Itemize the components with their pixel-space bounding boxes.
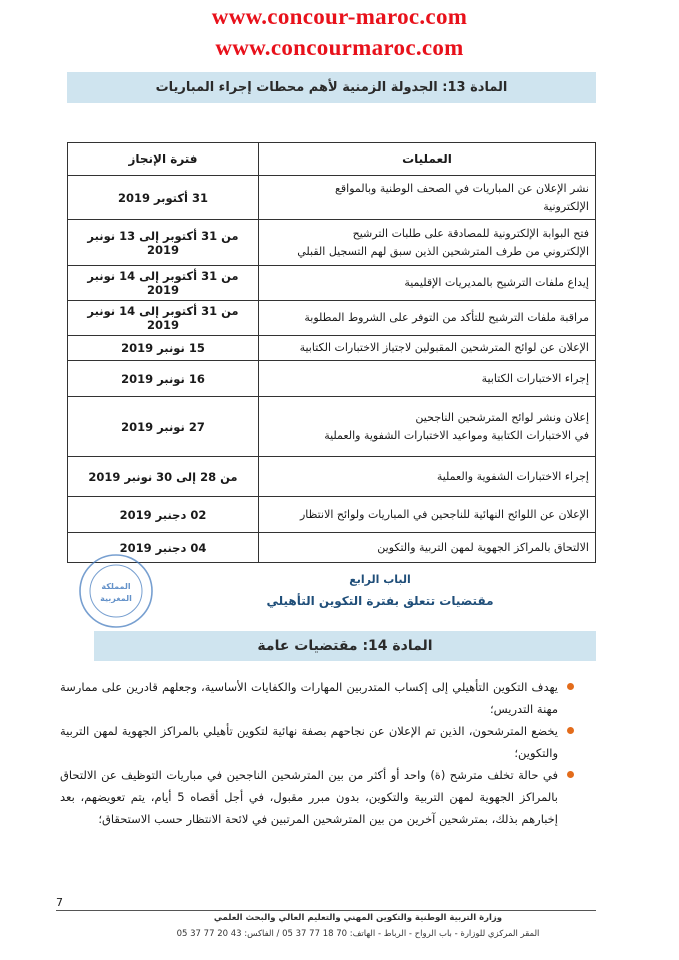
operation-line: إعلان ونشر لوائح المترشحين الناجحين [415, 410, 589, 424]
chapter-subtitle: مقتضيات تتعلق بفترة التكوين التأهيلي [266, 594, 494, 608]
chapter-title: الباب الرابع [349, 573, 411, 586]
table-row [68, 176, 596, 220]
table-row [68, 457, 596, 497]
bullet-text: يهدف التكوين التأهيلي إلى إكساب المتدربين المهارات والكفايات الأساسية، وجعلهم قادرين على ممارسة مهنة التدريس؛ [60, 680, 558, 716]
footer-divider [56, 910, 596, 911]
table-row [68, 266, 596, 301]
article-14-bullets [60, 676, 574, 830]
header-operations: العمليات [259, 143, 596, 176]
bullet-icon [567, 771, 574, 778]
operation-line: الإلكتروني من طرف المترشحين الذين سبق لهم التسجيل القبلي [297, 244, 589, 258]
operation-cell [259, 397, 596, 457]
period-cell: من 31 أكتوبر إلى 14 نونبر 2019 [68, 301, 259, 336]
operation-line: الإعلان عن لوائح المترشحين المقبولين لاجتياز الاختبارات الكتابية [299, 341, 589, 354]
article-14-title: المادة 14: مقتضيات عامة [94, 631, 596, 661]
operation-cell [259, 176, 596, 220]
operation-line: الإعلان عن اللوائح النهائية للناجحين في المباريات ولوائح الانتظار [300, 507, 589, 521]
list-item [60, 720, 574, 764]
bullet-icon [567, 727, 574, 734]
ministry-stamp [78, 553, 154, 629]
operation-line: إجراء الاختبارات الشفوية والعملية [436, 469, 589, 483]
operation-cell [259, 457, 596, 497]
operation-line: إجراء الاختبارات الكتابية [481, 371, 589, 385]
operation-line: في الاختبارات الكتابية ومواعيد الاختبارات الشفوية والعملية [324, 428, 589, 442]
table-row [68, 301, 596, 336]
operation-cell [259, 497, 596, 533]
operation-cell [259, 336, 596, 361]
period-cell: 31 أكتوبر 2019 [68, 176, 259, 220]
operation-line: إيداع ملفات الترشيح بالمديريات الإقليمية [404, 276, 589, 289]
table-row [68, 397, 596, 457]
operation-cell [259, 220, 596, 266]
watermark-line-1[interactable]: www.concour-maroc.com [211, 4, 468, 29]
period-cell: 15 نونبر 2019 [68, 336, 259, 361]
operation-line: الإلكترونية [543, 199, 589, 213]
table-row [68, 336, 596, 361]
operation-cell [259, 533, 596, 563]
list-item [60, 764, 574, 830]
table-row [68, 220, 596, 266]
article-13-title: المادة 13: الجدولة الزمنية لأهم محطات إجراء المباريات [67, 72, 596, 103]
period-cell: 27 نونبر 2019 [68, 397, 259, 457]
schedule-table [67, 142, 596, 563]
table-header-row [68, 143, 596, 176]
period-cell: 02 دجنبر 2019 [68, 497, 259, 533]
period-cell: من 28 إلى 30 نونبر 2019 [68, 457, 259, 497]
operation-cell [259, 301, 596, 336]
bullet-text: يخضع المترشحون، الذين تم الإعلان عن نجاحهم بصفة نهائية لتكوين تأهيلي بالمراكز الجهوية لمهن التربية والتكوين؛ [60, 724, 558, 760]
list-item [60, 676, 574, 720]
footer-ministry: وزارة التربية الوطنية والتكوين المهني والتعليم العالي والبحث العلمي [213, 913, 503, 923]
header-period: فترة الإنجاز [68, 143, 259, 176]
operation-line: نشر الإعلان عن المباريات في الصحف الوطنية وبالمواقع [335, 181, 589, 195]
period-cell: من 31 أكتوبر إلى 14 نونبر 2019 [68, 266, 259, 301]
footer-address: المقر المركزي للوزارة - باب الرواح - الرباط - الهاتف: 70 18 77 37 05 / الفاكس: 43 20 77 37 05 [176, 929, 540, 939]
stamp-text-line-1: المملكة [101, 582, 131, 591]
operation-line: فتح البوابة الإلكترونية للمصادقة على طلبات الترشيح [352, 226, 589, 240]
table-row [68, 497, 596, 533]
bullet-text: في حالة تخلف مترشح (ة) واحد أو أكثر من بين المترشحين الناجحين في مباريات التوظيف عن الالتحاق بالمراكز الجهوية لمهن التربية والتكوين، بدون مبرر مقبول، في أجل أقصاه 5 أيام، يتم تعويضهم، بعد إخبارهم بذلك، بمترشحين آخرين من بين المترشحين المرتبين في لائحة الانتظار حسب الاستحقاق؛ [60, 768, 558, 826]
period-cell: من 31 أكتوبر إلى 13 نونبر 2019 [68, 220, 259, 266]
page-number: 7 [56, 896, 63, 909]
chapter-heading [200, 570, 560, 612]
bullet-icon [567, 683, 574, 690]
period-cell: 16 نونبر 2019 [68, 361, 259, 397]
operation-cell [259, 361, 596, 397]
stamp-text-line-2: المغربية [100, 594, 132, 603]
operation-cell [259, 266, 596, 301]
operation-line: الالتحاق بالمراكز الجهوية لمهن التربية والتكوين [377, 540, 589, 554]
period-cell: 04 دجنبر 2019 [68, 533, 259, 563]
watermark-line-2[interactable]: www.concourmaroc.com [215, 35, 464, 60]
operation-line: مراقبة ملفات الترشيح للتأكد من التوفر على الشروط المطلوبة [304, 311, 589, 324]
table-row [68, 361, 596, 397]
